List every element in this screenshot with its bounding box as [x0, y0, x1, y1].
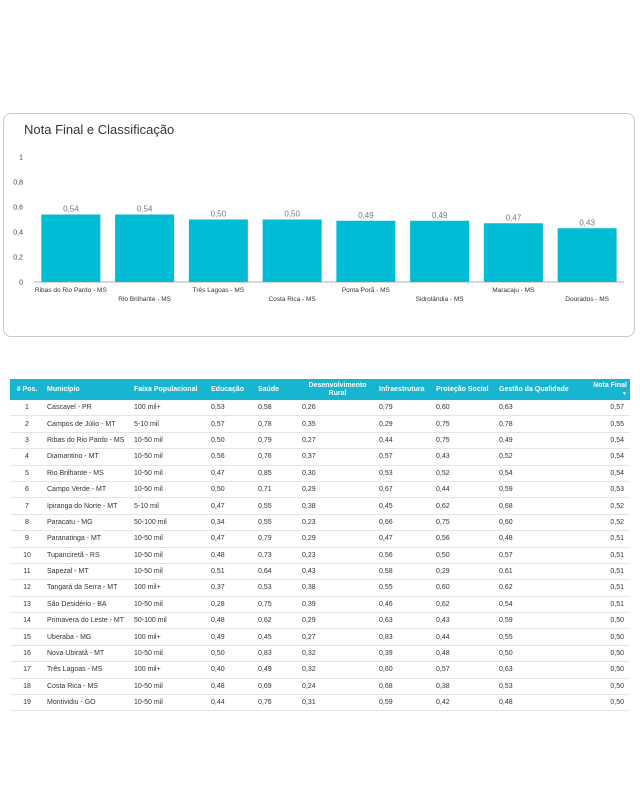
- table-cell: 100 mil+: [131, 629, 208, 645]
- table-cell: 0,52: [578, 498, 630, 514]
- table-cell: 0,44: [433, 629, 496, 645]
- table-cell: 10-50 mil: [131, 678, 208, 694]
- table-cell: Campos de Júlio - MT: [44, 416, 131, 432]
- bar: [41, 215, 100, 283]
- table-cell: 0,23: [299, 547, 376, 563]
- x-tick-label: Rio Brilhante - MS: [118, 296, 171, 303]
- table-cell: 0,79: [255, 531, 299, 547]
- table-cell: 0,59: [376, 695, 433, 711]
- table-cell: 0,56: [433, 531, 496, 547]
- table-cell: 0,57: [433, 662, 496, 678]
- table-cell: 0,49: [208, 629, 255, 645]
- bar-data-label: 0,49: [431, 210, 448, 220]
- table-row[interactable]: [10, 416, 630, 432]
- table-cell: 0,54: [578, 465, 630, 481]
- y-tick-label: 0,6: [13, 204, 23, 212]
- table-cell: 0,57: [208, 416, 255, 432]
- table-cell: 0,55: [376, 580, 433, 596]
- table-cell: 0,62: [433, 596, 496, 612]
- table-cell: 0,29: [376, 416, 433, 432]
- table-header-row: [10, 379, 630, 400]
- table-row[interactable]: [10, 695, 630, 711]
- table-cell: 0,54: [578, 449, 630, 465]
- table-cell: Diamantino - MT: [44, 449, 131, 465]
- table-cell: 0,43: [433, 449, 496, 465]
- table-cell: Costa Rica - MS: [44, 678, 131, 694]
- table-cell: 0,50: [433, 547, 496, 563]
- sort-desc-icon: ▼: [622, 390, 627, 397]
- table-cell: 0,50: [208, 481, 255, 497]
- bar-data-label: 0,50: [210, 209, 227, 219]
- table-row[interactable]: [10, 481, 630, 497]
- table-cell: 16: [10, 645, 44, 661]
- table-cell: 0,52: [578, 514, 630, 530]
- table-cell: 0,56: [208, 449, 255, 465]
- table-cell: 0,62: [433, 498, 496, 514]
- table-cell: 0,53: [255, 580, 299, 596]
- table-cell: 0,60: [376, 662, 433, 678]
- table-cell: 0,28: [208, 596, 255, 612]
- table-row[interactable]: [10, 432, 630, 448]
- bar-data-label: 0,54: [136, 204, 153, 214]
- table-cell: Ribas do Rio Pardo - MS: [44, 432, 131, 448]
- table-cell: 0,38: [299, 580, 376, 596]
- table-cell: 0,50: [578, 695, 630, 711]
- table-cell: 12: [10, 580, 44, 596]
- table-row[interactable]: [10, 580, 630, 596]
- table-cell: 0,35: [299, 416, 376, 432]
- col-header-gestao[interactable]: Gestão da Qualidade: [496, 379, 578, 400]
- table-cell: 0,50: [578, 645, 630, 661]
- table-cell: 14: [10, 613, 44, 629]
- table-cell: 0,39: [299, 596, 376, 612]
- col-header-saude[interactable]: Saúde: [255, 379, 299, 400]
- bar: [263, 220, 322, 283]
- table-cell: 0,46: [376, 596, 433, 612]
- table-cell: 0,45: [255, 629, 299, 645]
- col-header-educacao[interactable]: Educação: [208, 379, 255, 400]
- bar: [336, 221, 395, 282]
- table-body: [10, 400, 630, 711]
- table-cell: Três Lagoas - MS: [44, 662, 131, 678]
- x-tick-label: Ponta Porã - MS: [341, 287, 390, 294]
- col-header-protecao[interactable]: Proteção Social: [433, 379, 496, 400]
- table-cell: 0,27: [299, 629, 376, 645]
- table-cell: Ipiranga do Norte - MT: [44, 498, 131, 514]
- bar-data-label: 0,50: [284, 209, 300, 219]
- table-cell: 0,37: [208, 580, 255, 596]
- table-cell: Rio Brilhante - MS: [44, 465, 131, 481]
- y-tick-label: 0,8: [13, 179, 23, 187]
- table-cell: 0,60: [433, 400, 496, 416]
- table-cell: 100 mil+: [131, 662, 208, 678]
- table-row[interactable]: [10, 531, 630, 547]
- bar-chart: [4, 114, 636, 338]
- table-row[interactable]: [10, 465, 630, 481]
- table-cell: 0,51: [578, 563, 630, 579]
- table-row[interactable]: [10, 596, 630, 612]
- y-tick-label: 0: [19, 279, 23, 287]
- table-cell: 10-50 mil: [131, 449, 208, 465]
- table-cell: 11: [10, 563, 44, 579]
- table-row[interactable]: [10, 547, 630, 563]
- table-cell: 0,50: [578, 629, 630, 645]
- table-cell: 0,57: [578, 400, 630, 416]
- table-cell: 0,32: [299, 662, 376, 678]
- x-tick-label: Costa Rica - MS: [268, 296, 316, 303]
- table-cell: 10-50 mil: [131, 563, 208, 579]
- ranking-table-container: [10, 379, 630, 711]
- table-cell: 0,85: [255, 465, 299, 481]
- table-row[interactable]: [10, 645, 630, 661]
- table-cell: 0,44: [433, 481, 496, 497]
- bar-data-label: 0,54: [63, 204, 79, 214]
- table-cell: Montividiu - GO: [44, 695, 131, 711]
- table-cell: 0,38: [433, 678, 496, 694]
- table-cell: 0,47: [208, 531, 255, 547]
- table-cell: 17: [10, 662, 44, 678]
- table-cell: 18: [10, 678, 44, 694]
- table-cell: 0,30: [299, 465, 376, 481]
- nota-final-label: Nota Final: [593, 381, 627, 389]
- table-cell: 0,75: [433, 514, 496, 530]
- table-cell: 0,54: [496, 465, 578, 481]
- table-cell: 0,53: [496, 678, 578, 694]
- table-cell: 0,75: [433, 416, 496, 432]
- table-cell: 0,71: [255, 481, 299, 497]
- x-tick-label: Maracaju - MS: [492, 287, 535, 294]
- table-cell: 0,51: [578, 596, 630, 612]
- table-cell: 0,50: [208, 645, 255, 661]
- x-tick-label: Três Lagoas - MS: [192, 287, 245, 294]
- y-tick-label: 1: [19, 154, 23, 162]
- table-cell: 5-10 mil: [131, 498, 208, 514]
- col-header-infraestrutura[interactable]: Infraestrutura: [376, 379, 433, 400]
- table-cell: 10-50 mil: [131, 596, 208, 612]
- table-cell: 0,37: [299, 449, 376, 465]
- table-cell: 0,83: [255, 645, 299, 661]
- table-cell: 0,51: [208, 563, 255, 579]
- table-cell: 10-50 mil: [131, 481, 208, 497]
- table-cell: 1: [10, 400, 44, 416]
- table-cell: 0,68: [496, 498, 578, 514]
- table-cell: Sapezal - MT: [44, 563, 131, 579]
- table-cell: 50-100 mil: [131, 514, 208, 530]
- table-row[interactable]: [10, 613, 630, 629]
- table-row[interactable]: [10, 662, 630, 678]
- table-cell: 0,54: [578, 432, 630, 448]
- table-cell: 0,23: [299, 514, 376, 530]
- table-cell: 0,57: [496, 547, 578, 563]
- bar-data-label: 0,47: [505, 213, 522, 223]
- table-cell: 0,51: [578, 580, 630, 596]
- table-cell: 0,50: [578, 613, 630, 629]
- table-cell: 10: [10, 547, 44, 563]
- table-cell: 100 mil+: [131, 400, 208, 416]
- table-cell: 3: [10, 432, 44, 448]
- table-cell: 0,76: [255, 695, 299, 711]
- table-cell: 0,55: [255, 514, 299, 530]
- table-cell: Cascavel - PR: [44, 400, 131, 416]
- table-row[interactable]: [10, 563, 630, 579]
- table-cell: 0,62: [255, 613, 299, 629]
- table-cell: 0,48: [208, 678, 255, 694]
- table-cell: 0,51: [578, 547, 630, 563]
- table-cell: 0,68: [376, 678, 433, 694]
- table-cell: 0,50: [208, 432, 255, 448]
- table-row[interactable]: [10, 498, 630, 514]
- table-cell: 19: [10, 695, 44, 711]
- table-cell: Tupanciretã - RS: [44, 547, 131, 563]
- table-cell: 0,50: [496, 645, 578, 661]
- bar: [558, 228, 617, 282]
- table-cell: 0,52: [433, 465, 496, 481]
- y-tick-label: 0,4: [13, 229, 23, 237]
- table-cell: 0,55: [255, 498, 299, 514]
- table-cell: 0,47: [376, 531, 433, 547]
- table-cell: 0,53: [376, 465, 433, 481]
- table-cell: 13: [10, 596, 44, 612]
- table-cell: 0,38: [299, 498, 376, 514]
- table-cell: 0,43: [299, 563, 376, 579]
- table-cell: 0,60: [496, 514, 578, 530]
- col-header-desenvolvimento[interactable]: Desenvolvimento Rural: [299, 379, 376, 400]
- table-cell: 9: [10, 531, 44, 547]
- table-cell: 0,66: [376, 514, 433, 530]
- table-cell: 0,48: [496, 531, 578, 547]
- table-cell: 0,43: [433, 613, 496, 629]
- table-cell: 0,61: [496, 563, 578, 579]
- table-cell: 0,50: [578, 678, 630, 694]
- table-cell: 0,40: [208, 662, 255, 678]
- table-cell: 0,39: [376, 645, 433, 661]
- table-cell: 10-50 mil: [131, 465, 208, 481]
- table-cell: 15: [10, 629, 44, 645]
- table-cell: Nova Ubiratã - MT: [44, 645, 131, 661]
- table-cell: Primavera do Leste - MT: [44, 613, 131, 629]
- table-cell: 10-50 mil: [131, 695, 208, 711]
- table-cell: 0,78: [255, 416, 299, 432]
- table-cell: 0,49: [255, 662, 299, 678]
- table-cell: 0,60: [433, 580, 496, 596]
- table-cell: 0,64: [255, 563, 299, 579]
- table-cell: 0,31: [299, 695, 376, 711]
- table-cell: 0,49: [496, 432, 578, 448]
- table-cell: 0,29: [299, 531, 376, 547]
- table-row[interactable]: [10, 678, 630, 694]
- table-row[interactable]: [10, 400, 630, 416]
- table-cell: 0,29: [299, 481, 376, 497]
- table-cell: 10-50 mil: [131, 645, 208, 661]
- table-cell: 0,67: [376, 481, 433, 497]
- table-cell: 2: [10, 416, 44, 432]
- table-cell: 0,79: [255, 432, 299, 448]
- table-cell: 7: [10, 498, 44, 514]
- table-cell: 0,59: [496, 613, 578, 629]
- table-cell: 0,56: [376, 547, 433, 563]
- table-cell: 0,53: [578, 481, 630, 497]
- table-cell: 0,63: [496, 662, 578, 678]
- bar: [115, 215, 174, 283]
- bar: [484, 223, 543, 282]
- table-cell: 0,53: [208, 400, 255, 416]
- table-cell: 0,34: [208, 514, 255, 530]
- table-cell: 5-10 mil: [131, 416, 208, 432]
- table-cell: 0,69: [255, 678, 299, 694]
- table-cell: Paranatinga - MT: [44, 531, 131, 547]
- x-tick-label: Ribas do Rio Pardo - MS: [34, 287, 107, 294]
- table-cell: 0,50: [578, 662, 630, 678]
- table-cell: Uberaba - MG: [44, 629, 131, 645]
- table-cell: 0,26: [299, 400, 376, 416]
- table-row[interactable]: [10, 514, 630, 530]
- table-cell: 0,47: [208, 498, 255, 514]
- table-cell: 0,45: [376, 498, 433, 514]
- col-header-pos[interactable]: # Pos.: [10, 379, 44, 400]
- table-cell: São Desidério - BA: [44, 596, 131, 612]
- table-cell: 0,58: [376, 563, 433, 579]
- table-cell: 0,44: [376, 432, 433, 448]
- table-cell: 0,59: [496, 481, 578, 497]
- table-cell: 0,63: [496, 400, 578, 416]
- y-tick-label: 0,2: [13, 254, 23, 262]
- table-cell: 0,32: [299, 645, 376, 661]
- table-cell: 0,79: [376, 400, 433, 416]
- chart-title: Nota Final e Classificação: [24, 122, 175, 137]
- bar: [410, 221, 469, 282]
- ranking-table: [10, 379, 630, 711]
- table-cell: 0,55: [578, 416, 630, 432]
- x-tick-label: Sidrolândia - MS: [415, 296, 464, 303]
- table-cell: 10-50 mil: [131, 432, 208, 448]
- table-cell: 0,27: [299, 432, 376, 448]
- table-cell: 10-50 mil: [131, 547, 208, 563]
- table-cell: 5: [10, 465, 44, 481]
- col-header-municipio[interactable]: Município: [44, 379, 131, 400]
- table-cell: 0,75: [255, 596, 299, 612]
- table-cell: 10-50 mil: [131, 531, 208, 547]
- col-header-faixa[interactable]: Faixa Populacional: [131, 379, 208, 400]
- table-cell: 0,54: [496, 596, 578, 612]
- chart-card: [3, 113, 635, 337]
- bar-data-label: 0,49: [358, 210, 374, 220]
- table-cell: 0,51: [578, 531, 630, 547]
- table-cell: 0,52: [496, 449, 578, 465]
- table-cell: 100 mil+: [131, 580, 208, 596]
- table-cell: 0,48: [496, 695, 578, 711]
- table-cell: 6: [10, 481, 44, 497]
- table-row[interactable]: [10, 629, 630, 645]
- table-cell: 0,24: [299, 678, 376, 694]
- table-cell: 0,29: [299, 613, 376, 629]
- table-cell: 0,42: [433, 695, 496, 711]
- table-row[interactable]: [10, 449, 630, 465]
- table-cell: 0,29: [433, 563, 496, 579]
- table-cell: 0,76: [255, 449, 299, 465]
- bar-data-label: 0,43: [579, 218, 595, 228]
- table-cell: 4: [10, 449, 44, 465]
- table-cell: 0,78: [496, 416, 578, 432]
- table-cell: 0,48: [208, 547, 255, 563]
- table-cell: 0,73: [255, 547, 299, 563]
- table-cell: 0,58: [255, 400, 299, 416]
- table-cell: 0,63: [376, 613, 433, 629]
- table-cell: 0,55: [496, 629, 578, 645]
- table-cell: 8: [10, 514, 44, 530]
- table-cell: 0,44: [208, 695, 255, 711]
- table-cell: 0,62: [496, 580, 578, 596]
- bar: [189, 220, 248, 283]
- table-cell: 0,75: [433, 432, 496, 448]
- table-cell: 0,48: [433, 645, 496, 661]
- table-cell: 0,83: [376, 629, 433, 645]
- col-header-nota-final[interactable]: [578, 379, 630, 400]
- table-cell: Paracatu - MG: [44, 514, 131, 530]
- x-tick-label: Dourados - MS: [565, 296, 609, 303]
- table-cell: Tangará da Serra - MT: [44, 580, 131, 596]
- table-cell: 0,57: [376, 449, 433, 465]
- table-cell: Campo Verde - MT: [44, 481, 131, 497]
- table-cell: 50-100 mil: [131, 613, 208, 629]
- table-cell: 0,47: [208, 465, 255, 481]
- table-cell: 0,48: [208, 613, 255, 629]
